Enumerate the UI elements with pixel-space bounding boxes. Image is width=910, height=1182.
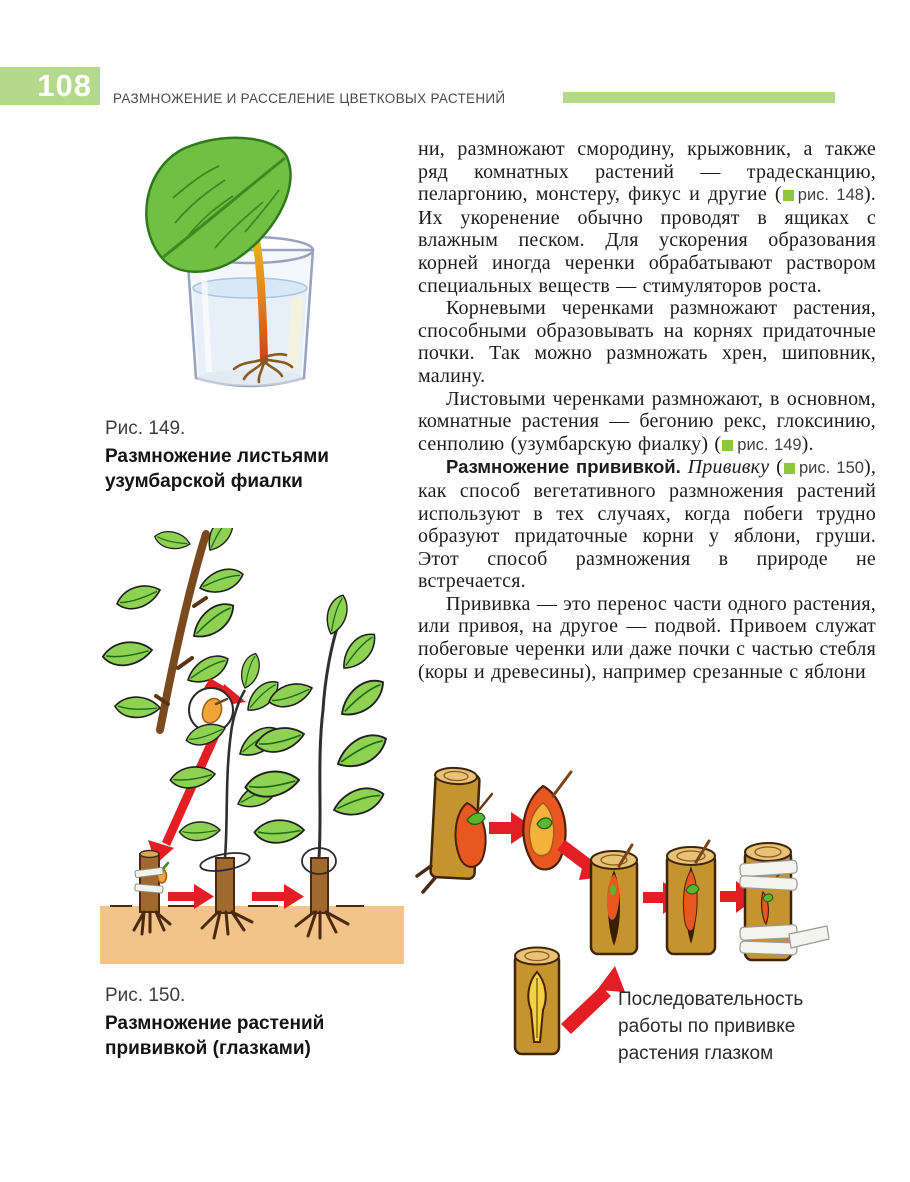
text-run: Листовыми черенками размножают, в основном, комнатные растения — бегонию рекс, глоксинию, сенполию (узумбарскую фиалку) ( <box>418 387 876 455</box>
figure-label: Рис. 150. <box>105 985 186 1006</box>
text-run: ), как способ вегетативного размножения растений используют в тех случаях, когда побеги трудно образуют придаточные корни у яблони, груши. Этот способ размножения в природе не встречается. <box>418 456 877 593</box>
paragraph <box>418 138 876 297</box>
figure-ref-square-icon <box>783 190 794 201</box>
grafted-plant-3 <box>245 592 391 938</box>
red-arrow-icon <box>148 731 220 864</box>
text-run: ). <box>801 432 814 455</box>
figure-reference <box>782 186 864 204</box>
paragraph <box>418 297 876 387</box>
stock-with-seated-bud <box>667 841 715 954</box>
text-run: ни, размножают смородину, крыжовник, а также ряд комнатных растений — традесканцию, пеларгонию, монстеру, фикус и другие ( <box>418 138 876 206</box>
figure-title: Размножение листьями узумбарской фиалки <box>105 446 329 492</box>
fig150-illustration <box>98 528 406 966</box>
fig149-caption <box>105 418 355 494</box>
bound-graft <box>740 843 829 960</box>
figure-reference <box>721 436 801 454</box>
figure-ref-square-icon <box>722 440 733 451</box>
fig149-illustration <box>115 128 385 406</box>
figure-ref-label: рис. 150 <box>798 459 864 478</box>
soil-band <box>100 906 404 964</box>
fig150-caption <box>105 985 355 1061</box>
text-run: ( <box>769 456 783 479</box>
running-header: РАЗМНОЖЕНИЕ И РАССЕЛЕНИЕ ЦВЕТКОВЫХ РАСТЕНИЙ <box>113 91 506 106</box>
stock-with-inserted-bud <box>591 845 637 954</box>
page-number: 108 <box>37 68 92 103</box>
article <box>418 138 876 683</box>
figure-label: Рис. 149. <box>105 418 186 439</box>
figure-title: Размножение растений прививкой (глазками) <box>105 1013 325 1059</box>
rootstock-with-t-cut <box>515 948 559 1055</box>
page-number-badge <box>0 67 100 105</box>
red-arrow-icon <box>561 966 625 1034</box>
header-accent-bar <box>563 92 835 103</box>
text-run: Размножение прививкой. <box>446 456 681 478</box>
text-run: Корневыми черенками размножают растения, способными образовывать на корнях придаточные почки. Так можно размножать хрен, шиповник, малину. <box>418 297 876 387</box>
figure-ref-label: рис. 149 <box>737 435 802 454</box>
figure-reference <box>783 459 864 477</box>
paragraph <box>418 388 876 457</box>
figure-ref-label: рис. 148 <box>797 186 864 205</box>
paragraph <box>418 456 876 593</box>
text-run: ). Их укоренение обычно проводят в ящиках с влажным песком. Для ускорения образования корней иногда черенки обрабатывают раствором специальных веществ — стимуляторов роста. <box>418 183 876 297</box>
figure-ref-square-icon <box>784 463 795 474</box>
text-run: Прививку <box>680 456 770 479</box>
paragraph <box>418 593 876 683</box>
grafting-sequence-caption: Последовательность работы по прививке растения глазком <box>618 989 804 1064</box>
scion-branch <box>417 767 492 892</box>
text-run: Прививка — это перенос части одного растения, или привоя, на другое — подвой. Привоем служат побеговые черенки или даже почки с частью стебля (коры и древесины), например срезанные с яблони <box>418 592 876 683</box>
